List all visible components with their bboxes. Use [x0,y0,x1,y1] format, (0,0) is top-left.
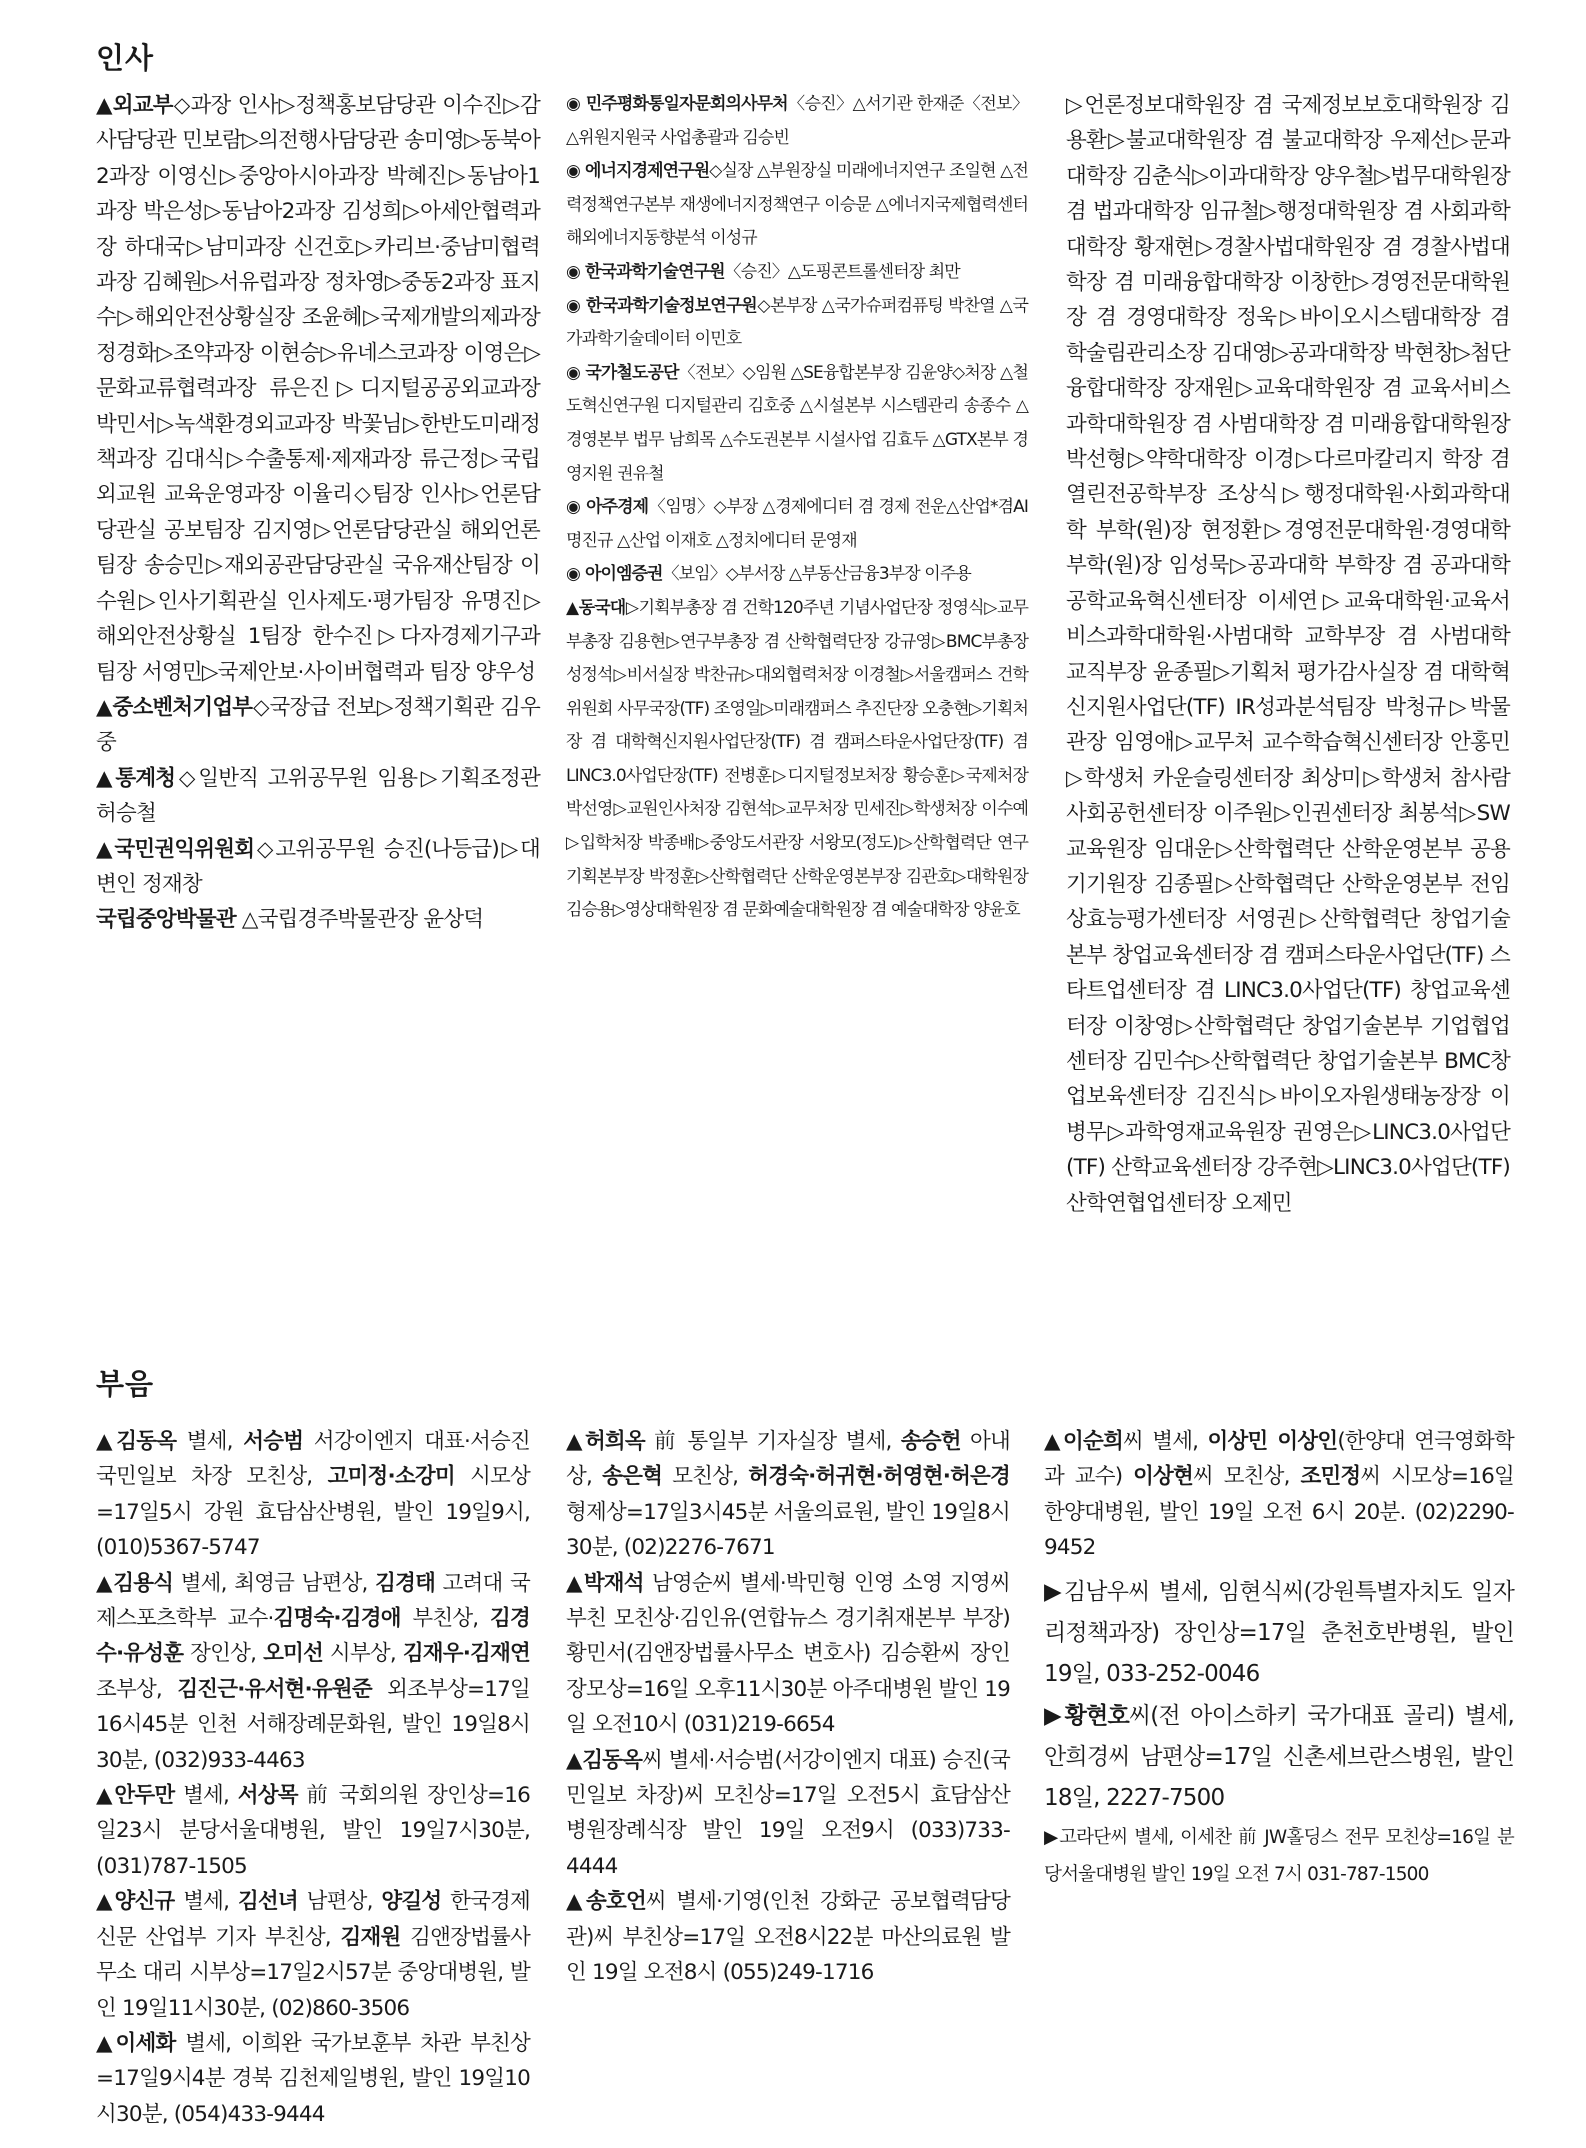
obituary-column-3-top [1044,1424,1514,1566]
entry-heading: ◉ 한국과학기술연구원 [566,261,725,282]
entry-text: 시부상, [323,1641,403,1667]
entry-heading: ◉ 국가철도공단 [566,362,679,383]
entry-name: 김선녀 [237,1889,298,1915]
entry-name: ▲이순희 [1044,1429,1123,1454]
entry-text: 별세, 최영금 남편상, [173,1570,376,1596]
entry-text: 씨 별세·서승범(서강이엔지 대표) 승진(국민일보 차장)씨 모친상=17일 오전5시 효담삼산병원장례식장 발인 19일 오전9시 (033)733-4444 [566,1747,1010,1879]
entry-name: ▲송호언 [566,1889,646,1915]
entry-text: 前 통일부 기자실장 별세, [644,1429,901,1454]
entry [566,1884,1010,1990]
entry-text: ▷기획부총장 겸 건학120주년 기념사업단장 정영식▷교무부총장 김용현▷연구부총장 겸 산학협력단장 강규영▷BMC부총장 성정석▷비서실장 박찬규▷대외협력처장 이경철▷서울캠퍼스 건학위원회 사무국장(TF) 조영일▷미래캠퍼스 추진단장 오충현▷기획처장 겸 대학혁신지원사업단장(TF) 겸 캠퍼스타운사업단장(TF) 겸 LINC3.0사업단장(TF) 전병훈▷디지털정보처장 황승훈▷국제처장 박선영▷교원인사처장 김현석▷교무처장 민세진▷학생처장 이수예▷입학처장 박종배▷중앙도서관장 서왕모(정도)▷산학협력단 연구기획본부장 박정훈▷산학협력단 산학운영본부장 김관호▷대학원장 김승용▷영상대학원장 겸 문화예술대학원장 겸 예술대학장 양윤호 [566,597,1028,921]
entry [96,902,540,937]
entry-text: 씨 시모상=16일 한양대병원, 발인 19일 오전 6시 20분. (02)2290-9452 [1044,1464,1514,1561]
entry-text: 〈임명〉◇부장 △경제에디터 겸 경제 전운△산업*겸AI 명진규 △산업 이재호 △정치에디터 문영재 [566,497,1028,551]
entry-text: 〈승진〉△서기관 한재준〈전보〉△위원지원국 사업총괄과 김승빈 [566,94,1028,148]
entry-text: 아내상, [566,1429,1010,1490]
obituary-column-2 [566,1424,1010,1991]
entry-heading: ◉ 아이엠증권 [566,564,663,585]
personnel-column-1 [96,88,540,938]
entry [96,832,540,903]
entry-text: 조부상, [96,1676,178,1702]
entry-text: 부친상, [400,1606,491,1632]
entry [96,1778,530,1884]
entry-name: ▲김동옥 [96,1429,177,1454]
obituary-section-title: 부음 [96,1367,155,1401]
entry-text: 씨 모친상, [1192,1464,1301,1490]
entry-text: ◇실장 △부원장실 미래에너지연구 조일현 △전력정책연구본부 재생에너지정책연구 이승문 △에너지국제협력센터 해외에너지동향분석 이성규 [566,161,1028,249]
entry-text: 별세, [174,1889,238,1915]
entry-text: ◇본부장 △국가슈퍼컴퓨팅 박찬열 △국가과학기술데이터 이민호 [566,295,1028,350]
entry-name: ▲김용식 [96,1570,174,1596]
entry-text: 씨 별세·기영(인천 강화군 공보협력담당관)씨 부친상=17일 오전8시22분 마산의료원 발인 19일 오전8시 (055)249-1716 [566,1889,1010,1986]
entry [96,1566,530,1778]
entry [566,1566,1010,1743]
entry-heading: ▲외교부 [96,93,173,118]
entry-name: 이상현 [1133,1464,1193,1490]
entry-text: 별세, 이희완 국가보훈부 차관 부친상=17일9시4분 경북 김천제일병원, 발인 19일10시30분, (054)433-9444 [96,2030,530,2127]
entry-text: ▶김남우씨 별세, 임현식씨(강원특별자치도 일자리정책과장) 장인상=17일 춘천호반병원, 발인 19일, 033-252-0046 [1044,1578,1514,1688]
entry-text: ▶고라단씨 별세, 이세찬 前 JW홀딩스 전무 모친상=16일 분당서울대병원 발인 19일 오전 7시 031-787-1500 [1044,1827,1514,1886]
entry-text: 별세, [174,1783,238,1809]
entry-text: 시모상=17일5시 강원 효담삼산병원, 발인 19일9시, (010)5367-5747 [96,1464,530,1561]
entry-name: ▲이세화 [96,2030,176,2056]
entry-name: 고미정·소강미 [327,1464,455,1490]
entry-name: 허경숙·허귀현·허영현·허은경 [748,1464,1010,1490]
entry-text: 별세, [176,1429,244,1454]
entry [96,1884,530,2026]
entry-heading: ◉ 아주경제 [566,497,649,518]
entry-heading: 국립중앙박물관 [96,907,236,933]
entry-text: 김앤장법률사무소 대리 시부상=17일2시57분 중앙대병원, 발인 19일11시30분, (02)860-3506 [96,1924,530,2021]
entry-name: 송승헌 [900,1429,961,1454]
entry-name: 김재우·김재연 [402,1641,531,1667]
entry-name: 김재원 [340,1924,401,1950]
entry-name: 조민정 [1300,1464,1361,1490]
entry-heading: ▲국민권익위원회 [96,836,255,862]
entry-text: 모친상, [662,1464,749,1490]
entry-text: 남영순씨 별세·박민형 인영 소영 지영씨 부친 모친상·김인유(연합뉴스 경기취재본부 부장) 황민서(김앤장법률사무소 변호사) 김승환씨 장인 장모상=16일 오후11시30분 아주대병원 발인 19일 오전10시 (031)219-6654 [566,1570,1010,1738]
entry [566,88,1028,155]
entry-name: ▲양신규 [96,1889,175,1915]
entry-heading: ▲중소벤처기업부 [96,694,253,720]
entry-heading: ▲통계청 [96,765,176,791]
personnel-column-2 [566,88,1028,928]
entry-text: 씨 별세, [1122,1429,1208,1454]
entry-text: 장인상, [183,1641,264,1667]
entry-heading: ◉ 에너지경제연구원 [566,161,710,182]
entry [1044,1819,1514,1893]
personnel-column-3-text: ▷언론정보대학원장 겸 국제정보보호대학원장 김용환▷불교대학원장 겸 불교대학장 우제선▷문과대학장 김춘식▷이과대학장 양우철▷법무대학원장 겸 법과대학장 임규철▷행정대학원장 겸 사회과학대학장 황재현▷경찰사법대학원장 겸 경찰사법대학장 겸 미래융합대학장 이창한▷경영전문대학원장 겸 경영대학장 정욱▷바이오시스템대학장 겸 학술림관리소장 김대영▷공과대학장 박현창▷첨단융합대학장 장재원▷교육대학원장 겸 교육서비스과학대학원장 겸 사범대학장 겸 미래융합대학원장 박선형▷약학대학장 이경▷다르마칼리지 학장 겸 열린전공학부장 조상식▷행정대학원·사회과학대학 부학(원)장 현정환▷경영전문대학원·경영대학 부학(원)장 임성묵▷공과대학 부학장 겸 공과대학 공학교육혁신센터장 이세연▷교육대학원·교육서비스과학대학원·사범대학 교학부장 겸 사범대학 교직부장 윤종필▷기획처 평가감사실장 겸 대학혁신지원사업단(TF) IR성과분석팀장 박청규▷박물관장 임영애▷교무처 교수학습혁신센터장 안홍민▷학생처 카운슬링센터장 최상미▷학생처 참사람사회공헌센터장 이주원▷인권센터장 최봉석▷SW교육원장 임대운▷산학협력단 산학운영본부 공용기기원장 김종필▷산학협력단 산학운영본부 전임상효능평가센터장 서영권▷산학협력단 창업기술본부 창업교육센터장 겸 캠퍼스타운사업단(TF) 스타트업센터장 겸 LINC3.0사업단(TF) 창업교육센터장 이창영▷산학협력단 창업기술본부 기업협업센터장 김민수▷산학협력단 창업기술본부 BMC창업보육센터장 김진식▷바이오자원생태농장장 이병무▷과학영재교육원장 권영은▷LINC3.0사업단(TF) 산학교육센터장 강주현▷LINC3.0사업단(TF) 산학연협업센터장 오제민 [1066,93,1510,1216]
obituary-column-3-middle [1044,1572,1514,1820]
entry-name: ▲안두만 [96,1783,175,1809]
entry-text: 한국경제신문 산업부 기자 부친상, [96,1889,530,1950]
entry-text: 외조부상=17일16시45분 인천 서해장례문화원, 발인 19일8시30분, (032)933-4463 [96,1676,530,1773]
entry [566,256,1028,290]
entry-name: ▶황현호 [1044,1702,1129,1729]
entry [566,491,1028,558]
obituary-column-3-bottom [1044,1819,1514,1893]
personnel-section-title: 인사 [96,41,155,75]
entry [566,357,1028,491]
entry-name: 김경수·유성훈 [96,1606,530,1667]
entry-name: ▲허희옥 [566,1429,645,1454]
entry-text: △국립경주박물관장 윤상덕 [235,907,484,933]
entry-name: 김명숙·김경애 [273,1606,401,1632]
entry-text: 前 국회의원 장인상=16일23시 분당서울대병원, 발인 19일7시30분, (031)787-1505 [96,1783,530,1879]
entry-text: 남편상, [297,1889,382,1915]
entry-heading: ◉ 민주평화통일자문회의사무처 [566,94,788,114]
entry [96,2026,530,2132]
entry-text: ◇일반직 고위공무원 임용▷기획조정관 허승철 [96,765,540,827]
entry-text: ◇과장 인사▷정책홍보담당관 이수진▷감사담당관 민보람▷의전행사담당관 송미영▷동북아2과장 이영신▷중앙아시아과장 박혜진▷동남아1과장 박은성▷동남아2과장 김성희▷아세안협력과장 하대국▷남미과장 신건호▷카리브·중남미협력과장 김혜원▷서유럽과장 정차영▷중동2과장 표지수▷해외안전상황실장 조윤혜▷국제개발의제과장 정경화▷조약과장 이현승▷유네스코과장 이영은▷문화교류협력과장 류은진▷디지털공공외교과장 박민서▷녹색환경외교과장 박꽃님▷한반도미래정책과장 김대식▷수출통제·제재과장 류근정▷국립외교원 교육운영과장 이율리◇팀장 인사▷언론담당관실 공보팀장 김지영▷언론담당관실 해외언론팀장 송승민▷재외공관담당관실 국유재산팀장 이수원▷인사기획관실 인사제도·평가팀장 유명진▷해외안전상황실 1팀장 한수진▷다자경제기구과 팀장 서영민▷국제안보·사이버협력과 팀장 양우성 [96,93,540,685]
entry-text: 〈보임〉◇부서장 △부동산금융3부장 이주용 [662,564,971,585]
obituary-column-3 [1044,1424,1514,1893]
entry [566,1424,1010,1566]
entry-heading: ▲동국대 [566,597,626,618]
entry [566,558,1028,592]
obituary-column-1 [96,1424,530,2132]
entry-text: ◇국장급 전보▷정책기획관 김우중 [96,694,540,756]
entry-name: 서상목 [237,1783,298,1809]
entry-text: 씨(전 아이스하키 국가대표 골리) 별세, 안희경씨 남편상=17일 신촌세브란스병원, 발인 18일, 2227-7500 [1044,1702,1514,1812]
entry-name: 이상민 이상인 [1207,1429,1338,1454]
entry-text: 〈전보〉◇임원 △SE융합본부장 김윤양◇처장 △철도혁신연구원 디지털관리 김호중 △시설본부 시스템관리 송종수 △경영본부 법무 남희목 △수도권본부 시설사업 김효두 △GTX본부 경영지원 권유철 [566,362,1029,484]
entry-name: 김경태 [375,1570,436,1596]
entry [566,592,1028,928]
entry-name: 서승범 [243,1429,304,1454]
entry-text: ◇고위공무원 승진(나등급)▷대변인 정재창 [96,836,540,897]
entry-text: 형제상=17일3시45분 서울의료원, 발인 19일8시30분, (02)2276-7671 [566,1499,1010,1561]
entry [96,761,540,832]
entry [1044,1696,1514,1820]
entry [96,690,540,761]
entry-name: 김진근·유서현·유원준 [177,1676,372,1702]
entry-heading: ◉ 한국과학기술정보연구원 [566,295,757,316]
entry-name: 양길성 [381,1889,442,1915]
entry-name: 오미선 [263,1641,323,1667]
entry [566,1743,1010,1885]
entry [1044,1572,1514,1696]
entry-name: ▲박재석 [566,1570,644,1596]
entry [96,88,540,690]
entry-text: 〈승진〉△도핑콘트롤센터장 최만 [724,261,960,282]
entry [566,290,1028,357]
entry-text: 고려대 국제스포츠학부 교수· [96,1570,530,1632]
entry-text: 서강이엔지 대표·서승진 국민일보 차장 모친상, [96,1429,530,1490]
entry-name: ▲김동옥 [566,1747,643,1773]
entry [566,155,1028,256]
personnel-column-3 [1066,88,1510,1221]
entry-text: (한양대 연극영화학과 교수) [1044,1429,1514,1490]
entry-name: 송은혁 [602,1464,663,1490]
entry [1044,1424,1514,1566]
entry [96,1424,530,1566]
